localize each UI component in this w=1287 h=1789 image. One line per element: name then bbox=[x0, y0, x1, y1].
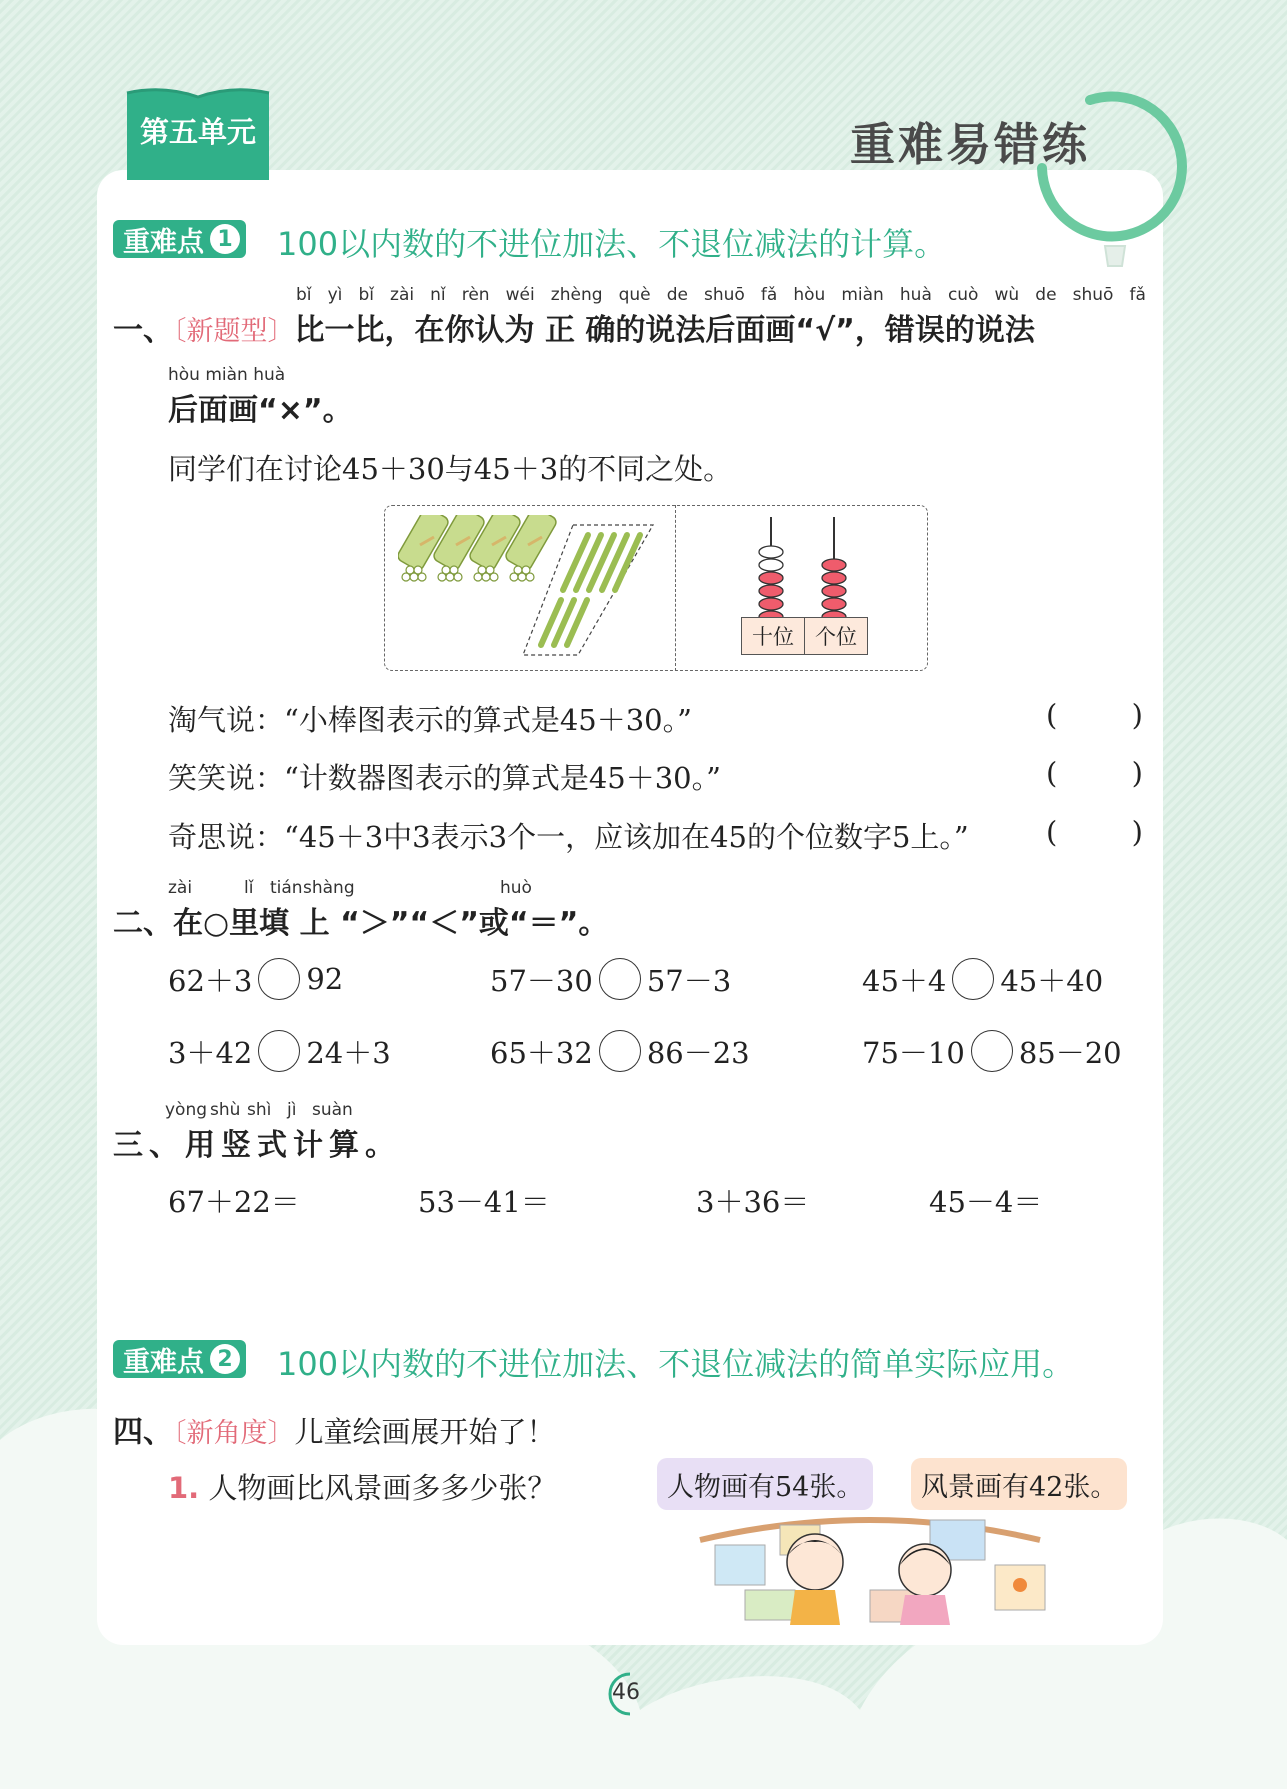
question-text: 用竖式计算。 bbox=[185, 1128, 401, 1163]
pinyin: shù bbox=[210, 1100, 241, 1120]
compare-right: 24＋3 bbox=[306, 1035, 391, 1070]
paren-close: ) bbox=[1131, 756, 1143, 790]
paren-open: ( bbox=[1046, 698, 1058, 732]
question-4-line bbox=[113, 1407, 556, 1451]
compare-item bbox=[168, 1030, 391, 1072]
sticks-bundle-icon bbox=[398, 515, 658, 665]
question-3-line bbox=[113, 1120, 401, 1164]
pinyin: wéi bbox=[505, 285, 535, 305]
answer-circle[interactable] bbox=[258, 958, 300, 1000]
compare-left: 45＋4 bbox=[862, 963, 947, 998]
compare-right: 86－23 bbox=[646, 1035, 750, 1070]
pinyin: zài bbox=[168, 878, 193, 898]
pinyin: fǎ bbox=[760, 285, 778, 305]
pinyin: lǐ bbox=[244, 878, 254, 898]
question-number: 四、 bbox=[113, 1415, 173, 1450]
answer-paren[interactable] bbox=[1046, 698, 1143, 732]
question-text: 比一比，在你认为 正 确的说法后面画“√”，错误的说法 bbox=[294, 313, 1035, 348]
pinyin: rèn bbox=[461, 285, 490, 305]
compare-item bbox=[168, 958, 343, 1000]
question-1-line-1 bbox=[113, 305, 1035, 349]
key-point-number: 2 bbox=[210, 1344, 240, 1374]
statement-2: 笑笑说：“计数器图表示的算式是45＋30。” bbox=[168, 761, 721, 795]
compare-left: 3＋42 bbox=[168, 1035, 253, 1070]
compare-item bbox=[490, 958, 731, 1000]
paren-open: ( bbox=[1046, 756, 1058, 790]
question-intro: 同学们在讨论45＋30与45＋3的不同之处。 bbox=[168, 452, 733, 486]
subquestion-1 bbox=[168, 1466, 556, 1507]
paren-close: ) bbox=[1131, 815, 1143, 849]
pinyin: shuō bbox=[704, 285, 745, 305]
pinyin-line bbox=[296, 285, 1146, 305]
pinyin: jì bbox=[287, 1100, 297, 1120]
question-2-line bbox=[113, 898, 608, 942]
pinyin: yì bbox=[327, 285, 343, 305]
pinyin: tián bbox=[270, 878, 303, 898]
question-1-line-2: 后面画“×”。 bbox=[168, 393, 353, 428]
pinyin: fǎ bbox=[1129, 285, 1146, 305]
key-point-badge bbox=[113, 1340, 246, 1378]
subquestion-number: 1. bbox=[168, 1471, 200, 1505]
speech-bubble-girl: 风景画有42张。 bbox=[911, 1458, 1127, 1510]
question-number: 二、 bbox=[113, 906, 173, 941]
question-text: 在○里填 上 “＞”“＜”或“＝”。 bbox=[173, 906, 609, 941]
pinyin: yòng bbox=[165, 1100, 208, 1120]
subquestion-text: 人物画比风景画多多少张？ bbox=[208, 1471, 557, 1505]
abacus-label-tens: 十位 bbox=[742, 618, 805, 654]
speech-bubble-boy: 人物画有54张。 bbox=[657, 1458, 873, 1510]
answer-circle[interactable] bbox=[258, 1030, 300, 1072]
pinyin: zài bbox=[390, 285, 415, 305]
pinyin: cuò bbox=[947, 285, 979, 305]
key-point-title: 100以内数的不进位加法、不退位减法的计算。 bbox=[277, 225, 947, 263]
pinyin: shuō bbox=[1072, 285, 1114, 305]
pinyin: què bbox=[618, 285, 651, 305]
unit-label: 第五单元 bbox=[139, 115, 256, 149]
compare-right: 45＋40 bbox=[1000, 963, 1104, 998]
compare-right: 57－3 bbox=[646, 963, 732, 998]
pinyin: wù bbox=[994, 285, 1020, 305]
calc-item: 67＋22＝ bbox=[168, 1185, 300, 1219]
compare-item bbox=[862, 1030, 1122, 1072]
calc-item: 45－4＝ bbox=[929, 1185, 1043, 1219]
question-tag: 〔新角度〕 bbox=[173, 1418, 295, 1449]
answer-circle[interactable] bbox=[599, 958, 641, 1000]
key-point-badge-label: 重难点 bbox=[123, 1346, 204, 1378]
answer-circle[interactable] bbox=[952, 958, 994, 1000]
calc-item: 53－41＝ bbox=[418, 1185, 550, 1219]
paren-close: ) bbox=[1131, 698, 1143, 732]
key-point-title: 100以内数的不进位加法、不退位减法的简单实际应用。 bbox=[277, 1345, 1075, 1383]
compare-left: 75－10 bbox=[862, 1035, 965, 1070]
abacus-labels bbox=[741, 617, 868, 655]
pinyin: de bbox=[666, 285, 688, 305]
art-exhibition-illustration bbox=[680, 1510, 1060, 1625]
answer-paren[interactable] bbox=[1046, 756, 1143, 790]
question-text: 儿童绘画展开始了！ bbox=[294, 1415, 556, 1449]
pinyin: zhèng bbox=[550, 285, 603, 305]
pinyin: bǐ bbox=[296, 285, 312, 305]
answer-circle[interactable] bbox=[599, 1030, 641, 1072]
abacus-label-ones: 个位 bbox=[815, 625, 857, 649]
pinyin: miàn bbox=[841, 285, 884, 305]
compare-right: 92 bbox=[306, 962, 344, 996]
statement-3: 奇思说：“45＋3中3表示3个一，应该加在45的个位数字5上。” bbox=[168, 820, 969, 854]
key-point-badge-label: 重难点 bbox=[123, 226, 204, 258]
page-title: 重难易错练 bbox=[850, 118, 1091, 171]
illustration-divider bbox=[675, 505, 676, 671]
compare-left: 62＋3 bbox=[168, 963, 253, 998]
pinyin: shì bbox=[247, 1100, 272, 1120]
question-number: 一、 bbox=[113, 313, 173, 348]
calc-item: 3＋36＝ bbox=[696, 1185, 810, 1219]
answer-paren[interactable] bbox=[1046, 815, 1143, 849]
pinyin: shàng bbox=[303, 878, 355, 898]
key-point-badge bbox=[113, 220, 246, 258]
pinyin: huò bbox=[500, 878, 532, 898]
pinyin: hòu bbox=[793, 285, 826, 305]
paren-open: ( bbox=[1046, 815, 1058, 849]
compare-item bbox=[490, 1030, 750, 1072]
compare-left: 57－30 bbox=[490, 963, 593, 998]
compare-right: 85－20 bbox=[1018, 1035, 1122, 1070]
pinyin: nǐ bbox=[430, 285, 446, 305]
question-number: 三、 bbox=[113, 1128, 185, 1163]
answer-circle[interactable] bbox=[971, 1030, 1013, 1072]
pinyin: suàn bbox=[312, 1100, 353, 1120]
key-point-number: 1 bbox=[210, 224, 240, 254]
compare-item bbox=[862, 958, 1103, 1000]
pinyin: bǐ bbox=[358, 285, 374, 305]
pinyin: de bbox=[1035, 285, 1057, 305]
pinyin: huà bbox=[899, 285, 932, 305]
statement-1: 淘气说：“小棒图表示的算式是45＋30。” bbox=[168, 703, 692, 737]
page-number: 46 bbox=[612, 1680, 640, 1705]
question-tag: 〔新题型〕 bbox=[173, 316, 295, 347]
pinyin-line: hòu miàn huà bbox=[168, 365, 286, 385]
compare-left: 65＋32 bbox=[490, 1035, 593, 1070]
